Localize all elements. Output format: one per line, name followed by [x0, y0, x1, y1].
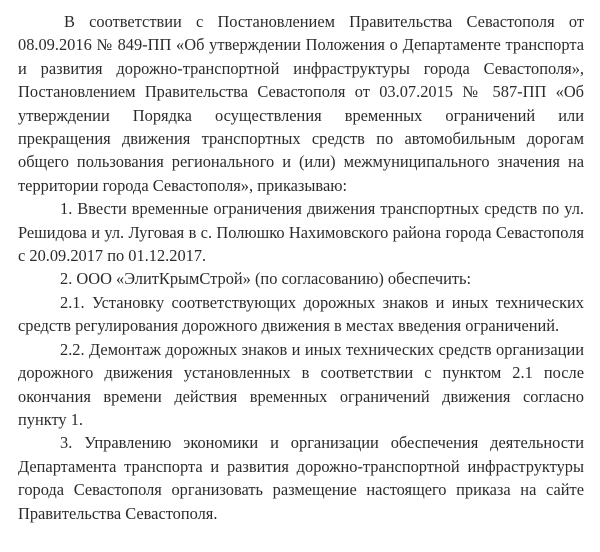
document-body: [18, 10, 584, 525]
paragraph-item-2-2: 2.2. Демонтаж дорожных знаков и иных технических средств организации дорожного движения установленных в соответствии с пунктом 2.1 после окончания времени действия временных ограничений движения согласно пункту 1.: [18, 339, 584, 429]
paragraph-item-3: 3. Управлению экономики и организации обеспечения деятельности Департамента транспорта и развития дорожно-транспортной инфраструктуры города Севастополя организовать размещение настоящего приказа на сайте Правительства Севастополя.: [18, 433, 584, 523]
paragraph-preamble: В соответствии с Постановлением Правительства Севастополя от 08.09.2016 № 849-ПП «Об утверждении Положения о Департаменте транспорта и развития дорожно-транспортной инфраструктуры города Севастополя», Постановлением Правительства Севастополя от 03.07.2015 № 587-ПП «Об утверждении Порядка осуществления временных ограничений или прекращения движения транспортных средств по автомобильным дорогам общего пользования регионального и (или) межмуниципального значения на территории города Севастополя», приказываю:: [18, 12, 584, 195]
paragraph-item-2-1: 2.1. Установку соответствующих дорожных знаков и иных технических средств регулирования дорожного движения в местах введения ограничений.: [18, 292, 584, 336]
paragraph-item-2: 2. ООО «ЭлитКрымСтрой» (по согласованию) обеспечить:: [60, 269, 472, 289]
paragraph-item-1: 1. Ввести временные ограничения движения транспортных средств по ул. Решидова и ул. Луговая в с. Полюшко Нахимовского района города Севастополя с 20.09.2017 по 01.12.2017.: [18, 199, 584, 266]
